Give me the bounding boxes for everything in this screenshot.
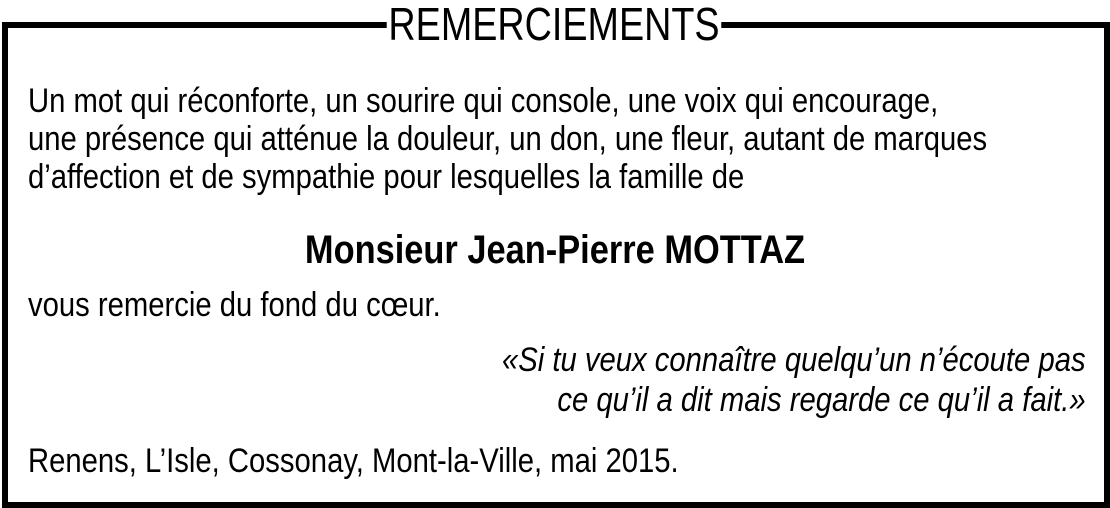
notice-body	[28, 82, 987, 196]
quote	[502, 340, 1086, 420]
quote-line: «Si tu veux connaître quelqu’un n’écoute pas	[502, 341, 1086, 379]
notice-title: REMERCIEMENTS	[388, 0, 720, 50]
body-line: d’affection et de sympathie pour lesquelles la famille de	[28, 158, 745, 196]
quote-line: ce qu’il a dit mais regarde ce qu’il a fait.»	[557, 381, 1086, 419]
place-date: Renens, L’Isle, Cossonay, Mont-la-Ville, mai 2015.	[28, 442, 679, 480]
body-line: une présence qui atténue la douleur, un don, une fleur, autant de marques	[28, 120, 988, 158]
thanks-line: vous remercie du fond du cœur.	[28, 286, 441, 324]
body-line: Un mot qui réconforte, un sourire qui console, une voix qui encourage,	[28, 82, 939, 120]
deceased-name: Monsieur Jean-Pierre MOTTAZ	[304, 228, 806, 272]
